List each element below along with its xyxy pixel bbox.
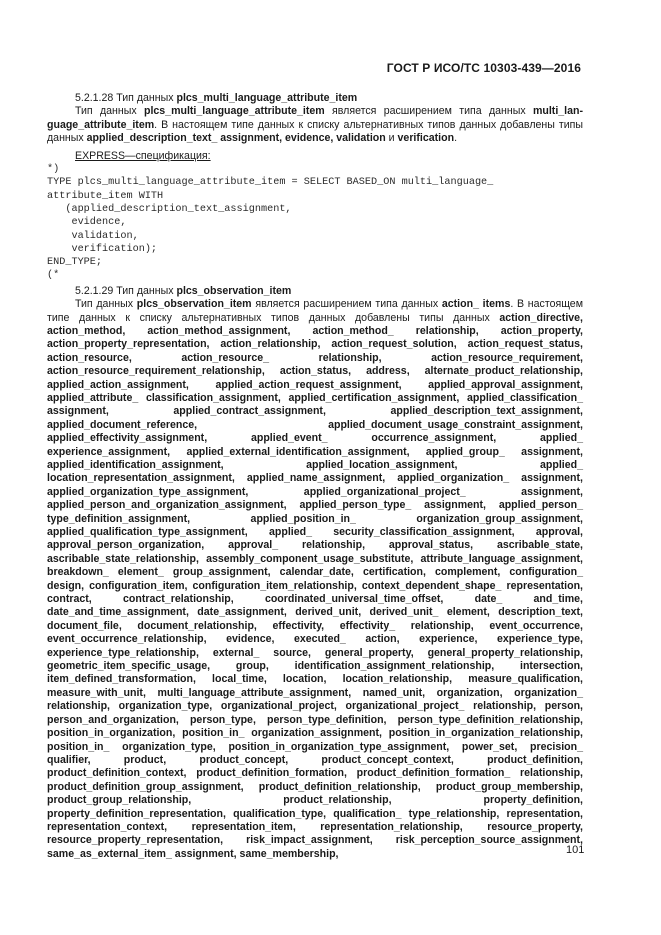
- express-spec-label: [47, 150, 583, 163]
- section-paragraph-types: [47, 298, 583, 861]
- page-number: 101: [566, 844, 585, 856]
- bold-term: plcs_observation_item: [136, 298, 252, 311]
- express-code-block: *) TYPE plcs_multi_language_attribute_item = SELECT BASED_ON multi_language_ attribute_item WITH (applied_description_text_assignment, evidence, validation, verification); END_TYPE; (*: [47, 164, 494, 282]
- text-run: является расширением типа данных: [324, 105, 533, 118]
- text-run: Тип данных: [75, 298, 137, 311]
- text-run: .: [454, 132, 458, 145]
- text-run: является расширением типа данных: [251, 298, 442, 311]
- page-content: [47, 92, 583, 861]
- section-type-name: plcs_multi_language_attribute_item: [176, 92, 358, 104]
- express-label-text: EXPRESS—спецификация:: [75, 149, 211, 162]
- bold-term: plcs_multi_language_attribute_item: [143, 105, 325, 118]
- bold-term: verification: [397, 132, 455, 145]
- bold-term: action_ items: [441, 298, 511, 311]
- section-heading-5-2-1-29: [47, 285, 583, 298]
- section-type-name: plcs_observation_item: [176, 284, 292, 297]
- text-run: . В настоящем типе данных к списку альтернативных типов данных добавлены типы данных: [47, 118, 583, 145]
- document-header: ГОСТ Р ИСО/ТС 10303-439—2016: [386, 61, 581, 75]
- bold-term: applied_description_text_ assignment, evidence, validation: [86, 132, 386, 145]
- text-run: и: [385, 132, 398, 145]
- section-paragraph: [47, 105, 583, 145]
- section-number: 5.2.1.29 Тип данных: [75, 284, 177, 297]
- text-run: . В настоящем типе данных к списку альтернативных типов данных добавлены типы данных: [47, 298, 583, 324]
- bold-term: multi_lan-guage_attribute_item: [47, 105, 583, 131]
- section-heading-5-2-1-28: [47, 92, 583, 105]
- text-run: Тип данных: [75, 105, 144, 118]
- section-number: 5.2.1.28 Тип данных: [75, 92, 177, 104]
- types-list: action_directive, action_method, action_method_assignment, action_method_ relationship, action_property, action_property_representation, action_relationship, action_request_solution, action_request_status, action_resource, action_resource_ relationship, action_resource_requirement, action_resource_requirement_relationship, action_status, address, alternate_product_relationship, applied_action_assignment, applied_action_request_assignment, applied_approval_assignment, applied_attribute_ classification_assignment, applied_certification_assignment, applied_classification_ assignment, applied_contract_assignment, applied_description_text_assignment, applied_document_reference, applied_document_usage_constraint_assignment, applied_effectivity_assignment, applied_event_ occurrence_assignment, applied_ experience_assignment, applied_external_identification_assignment, applied_group_ assignment, applied_identification_assignment, applied_location_assignment, applied_ location_representation_assignment, applied_name_assignment, applied_organization_ assignment, applied_organization_type_assignment, applied_organizational_project_ assignment, applied_person_and_organization_assignment, applied_person_type_ assignment, applied_person_ type_definition_assignment, applied_position_in_ organization_group_assignment, applied_qualification_type_assignment, applied_ security_classification_assignment, approval, approval_person_organization, approval_ relationship, approval_status, ascribable_state, ascribable_state_relationship, assembly_component_usage_substitute, attribute_language_assignment, breakdown_ element_ group_assignment, calendar_date, certification, complement, configuration_ design, configuration_item, configuration_item_relationship, context_dependent_shape_ representation, contract, contract_relationship, coordinated_universal_time_offset, date_ and_time, date_and_time_assignment, date_assignment, derived_unit, derived_unit_ element, description_text, document_file, document_relationship, effectivity, effectivity_ relationship, event_occurrence, event_occurrence_relationship, evidence, executed_ action, experience, experience_type, experience_type_relationship, external_ source, general_property, general_property_relationship, geometric_item_specific_usage, group, identification_assignment_relationship, intersection, item_defined_transformation, local_time, location, location_relationship, measure_qualification, measure_with_unit, multi_language_attribute_assignment, named_unit, organization, organization_ relationship, organization_type, organizational_project, organizational_project_ relationship, person, person_and_organization, person_type, person_type_definition, person_type_definition_relationship, position_in_organization, position_in_ organization_assignment, position_in_organization_relationship, position_in_ organization_type, position_in_organization_type_assignment, power_set, precision_ qualifier, product, product_concept, product_concept_context, product_definition, product_definition_context, product_definition_formation, product_definition_formation_ relationship, product_definition_group_assignment, product_definition_relationship, product_group_membership, product_group_relationship, product_relationship, property_definition, property_definition_representation, qualification_type, qualification_ type_relationship, representation, representation_context, representation_item, representation_relationship, resource_property, resource_property_representation, risk_impact_assignment, risk_perception_source_assignment, same_as_external_item_ assignment, same_membership,: [47, 311, 583, 860]
